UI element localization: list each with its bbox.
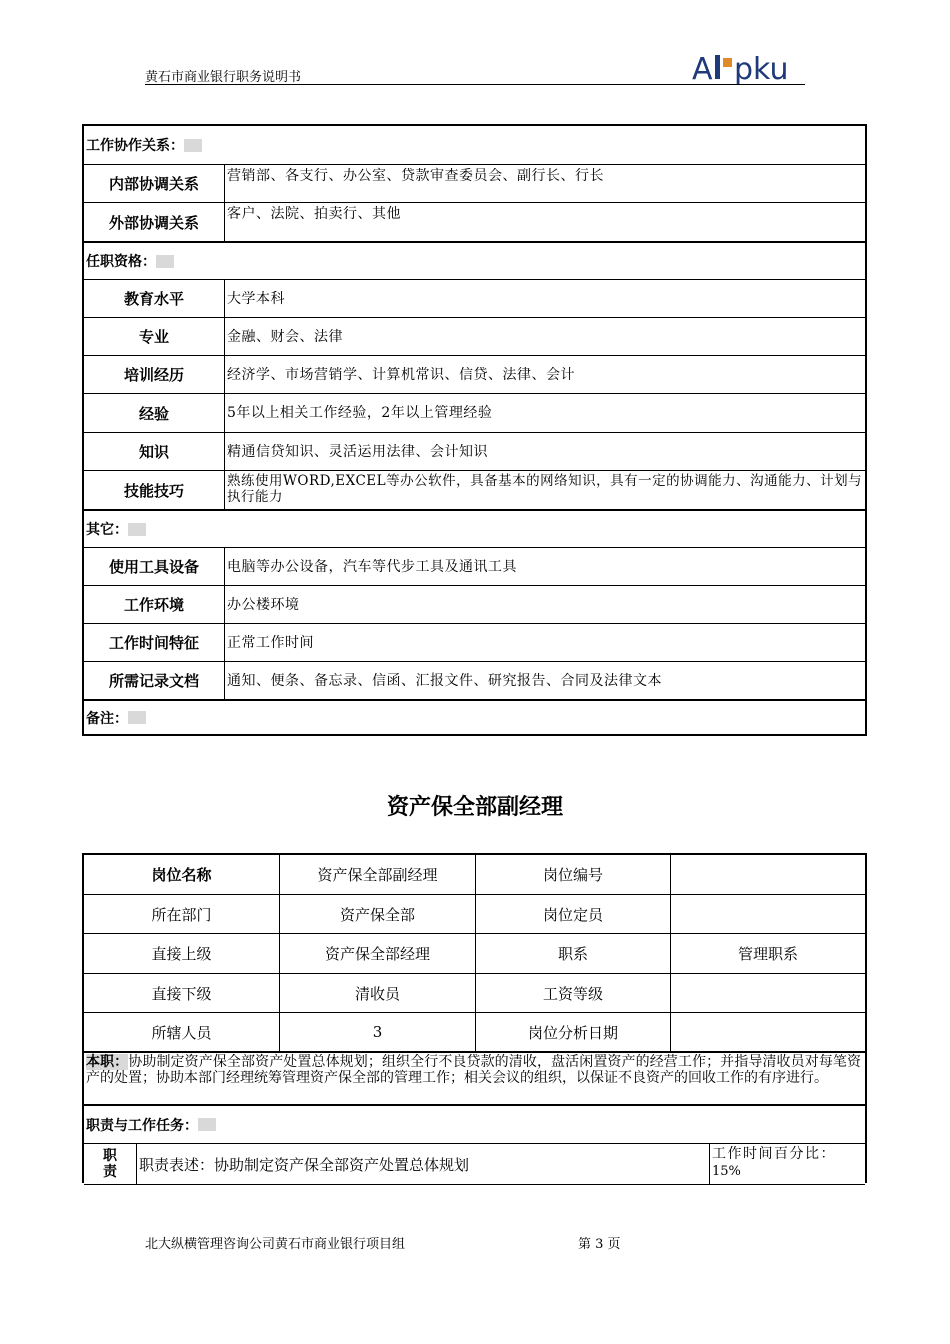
qualification-label: 教育水平 — [84, 280, 225, 317]
qualification-value: 金融、财会、法律 — [227, 329, 343, 345]
footer-page: 第 3 页 — [578, 1237, 621, 1252]
other-row — [84, 661, 865, 699]
footer-company: 北大纵横管理咨询公司黄石市商业银行项目组 — [145, 1237, 406, 1252]
other-value: 通知、便条、备忘录、信函、汇报文件、研究报告、合同及法律文本 — [227, 673, 662, 689]
internal-coordination-value: 营销部、各支行、办公室、贷款审查委员会、副行长、行长 — [227, 168, 604, 184]
position-info-value — [671, 974, 865, 1012]
position-info-value: 清收员 — [280, 974, 476, 1012]
remark-section-row — [84, 699, 865, 734]
position-info-label: 岗位定员 — [476, 895, 671, 933]
qualification-value: 精通信贷知识、灵活运用法律、会计知识 — [227, 444, 488, 460]
other-row — [84, 547, 865, 585]
svg-text:pku: pku — [734, 52, 789, 84]
qualification-section-label: 任职资格： — [86, 251, 174, 271]
duty-time-label: 工作时间百分比： — [712, 1146, 836, 1162]
external-coordination-row — [84, 202, 865, 241]
cooperation-section-row — [84, 126, 865, 164]
remark-section-label: 备注： — [86, 708, 146, 728]
position-info-row — [84, 933, 865, 973]
position-info-label: 岗位名称 — [84, 855, 280, 894]
qualification-row — [84, 393, 865, 432]
qualification-row — [84, 432, 865, 470]
position-info-row — [84, 855, 865, 894]
company-logo — [692, 50, 810, 84]
qualification-table — [82, 124, 867, 736]
other-value: 办公楼环境 — [227, 597, 300, 613]
cooperation-section-label: 工作协作关系： — [86, 135, 202, 155]
qualification-label: 经验 — [84, 394, 225, 432]
other-label: 工作环境 — [84, 586, 225, 623]
qualification-value: 大学本科 — [227, 291, 285, 307]
position-info-value: 3 — [280, 1013, 476, 1051]
other-value: 正常工作时间 — [227, 635, 314, 651]
internal-coordination-label: 内部协调关系 — [84, 165, 225, 202]
qualification-value: 5年以上相关工作经验，2年以上管理经验 — [227, 405, 493, 421]
duty-row — [84, 1143, 865, 1185]
duties-section-row — [84, 1104, 865, 1143]
other-section-row — [84, 509, 865, 547]
duty-description: 职责表述：协助制定资产保全部资产处置总体规划 — [139, 1155, 470, 1174]
position-info-value — [671, 855, 865, 894]
duty-label: 职责 — [103, 1148, 117, 1180]
position-info-value: 资产保全部 — [280, 895, 476, 933]
other-value: 电脑等办公设备，汽车等代步工具及通讯工具 — [227, 559, 517, 575]
other-row — [84, 585, 865, 623]
internal-coordination-row — [84, 164, 865, 202]
other-label: 工作时间特征 — [84, 624, 225, 661]
qualification-value: 经济学、市场营销学、计算机常识、信贷、法律、会计 — [227, 367, 575, 383]
position-info-label: 直接上级 — [84, 934, 280, 973]
other-section-label: 其它： — [86, 519, 146, 539]
position-info-label: 工资等级 — [476, 974, 671, 1012]
qualification-row — [84, 279, 865, 317]
duty-time-value: 15% — [712, 1164, 741, 1179]
external-coordination-value: 客户、法院、拍卖行、其他 — [227, 206, 401, 222]
external-coordination-label: 外部协调关系 — [84, 203, 225, 241]
qualification-row — [84, 317, 865, 355]
qualification-row — [84, 355, 865, 393]
qualification-label: 培训经历 — [84, 356, 225, 393]
summary-row — [84, 1051, 865, 1104]
qualification-row — [84, 470, 865, 509]
position-title: 资产保全部副经理 — [386, 795, 563, 820]
position-info-label: 岗位分析日期 — [476, 1013, 671, 1051]
position-info-row — [84, 973, 865, 1012]
job-summary — [86, 1054, 861, 1086]
position-info-value: 资产保全部副经理 — [280, 855, 476, 894]
summary-text: 协助制定资产保全部资产处置总体规划；组织全行不良贷款的清收，盘活闲置资产的经营工作；并指导清收员对每笔资产的处置；协助本部门经理统筹管理资产保全部的管理工作；相关会议的组织，以保证不良资产的回收工作的有序进行。 — [86, 1054, 862, 1086]
header-rule — [145, 84, 805, 85]
position-info-row — [84, 894, 865, 933]
qualification-label: 知识 — [84, 433, 225, 470]
header-title: 黄石市商业银行职务说明书 — [145, 70, 302, 85]
qualification-value: 熟练使用WORD,EXCEL等办公软件，具备基本的网络知识，具有一定的协调能力、沟通能力、计划与执行能力 — [227, 473, 863, 505]
svg-text:A: A — [692, 52, 714, 84]
duties-section-label: 职责与工作任务： — [86, 1115, 216, 1135]
qualification-section-row — [84, 241, 865, 279]
position-info-value — [671, 895, 865, 933]
position-info-row — [84, 1012, 865, 1051]
other-label: 使用工具设备 — [84, 548, 225, 585]
summary-key: 本职： — [86, 1054, 129, 1070]
position-table — [82, 853, 867, 1183]
other-row — [84, 623, 865, 661]
position-info-value: 管理职系 — [737, 945, 798, 963]
position-info-label: 直接下级 — [84, 974, 280, 1012]
position-info-label: 所在部门 — [84, 895, 280, 933]
position-info-value — [671, 1013, 865, 1051]
position-info-label: 岗位编号 — [476, 855, 671, 894]
position-info-label: 所辖人员 — [84, 1013, 280, 1051]
qualification-label: 专业 — [84, 318, 225, 355]
position-info-label: 职系 — [476, 934, 671, 973]
qualification-label: 技能技巧 — [84, 471, 225, 509]
other-label: 所需记录文档 — [84, 662, 225, 699]
position-info-value: 资产保全部经理 — [280, 934, 476, 973]
